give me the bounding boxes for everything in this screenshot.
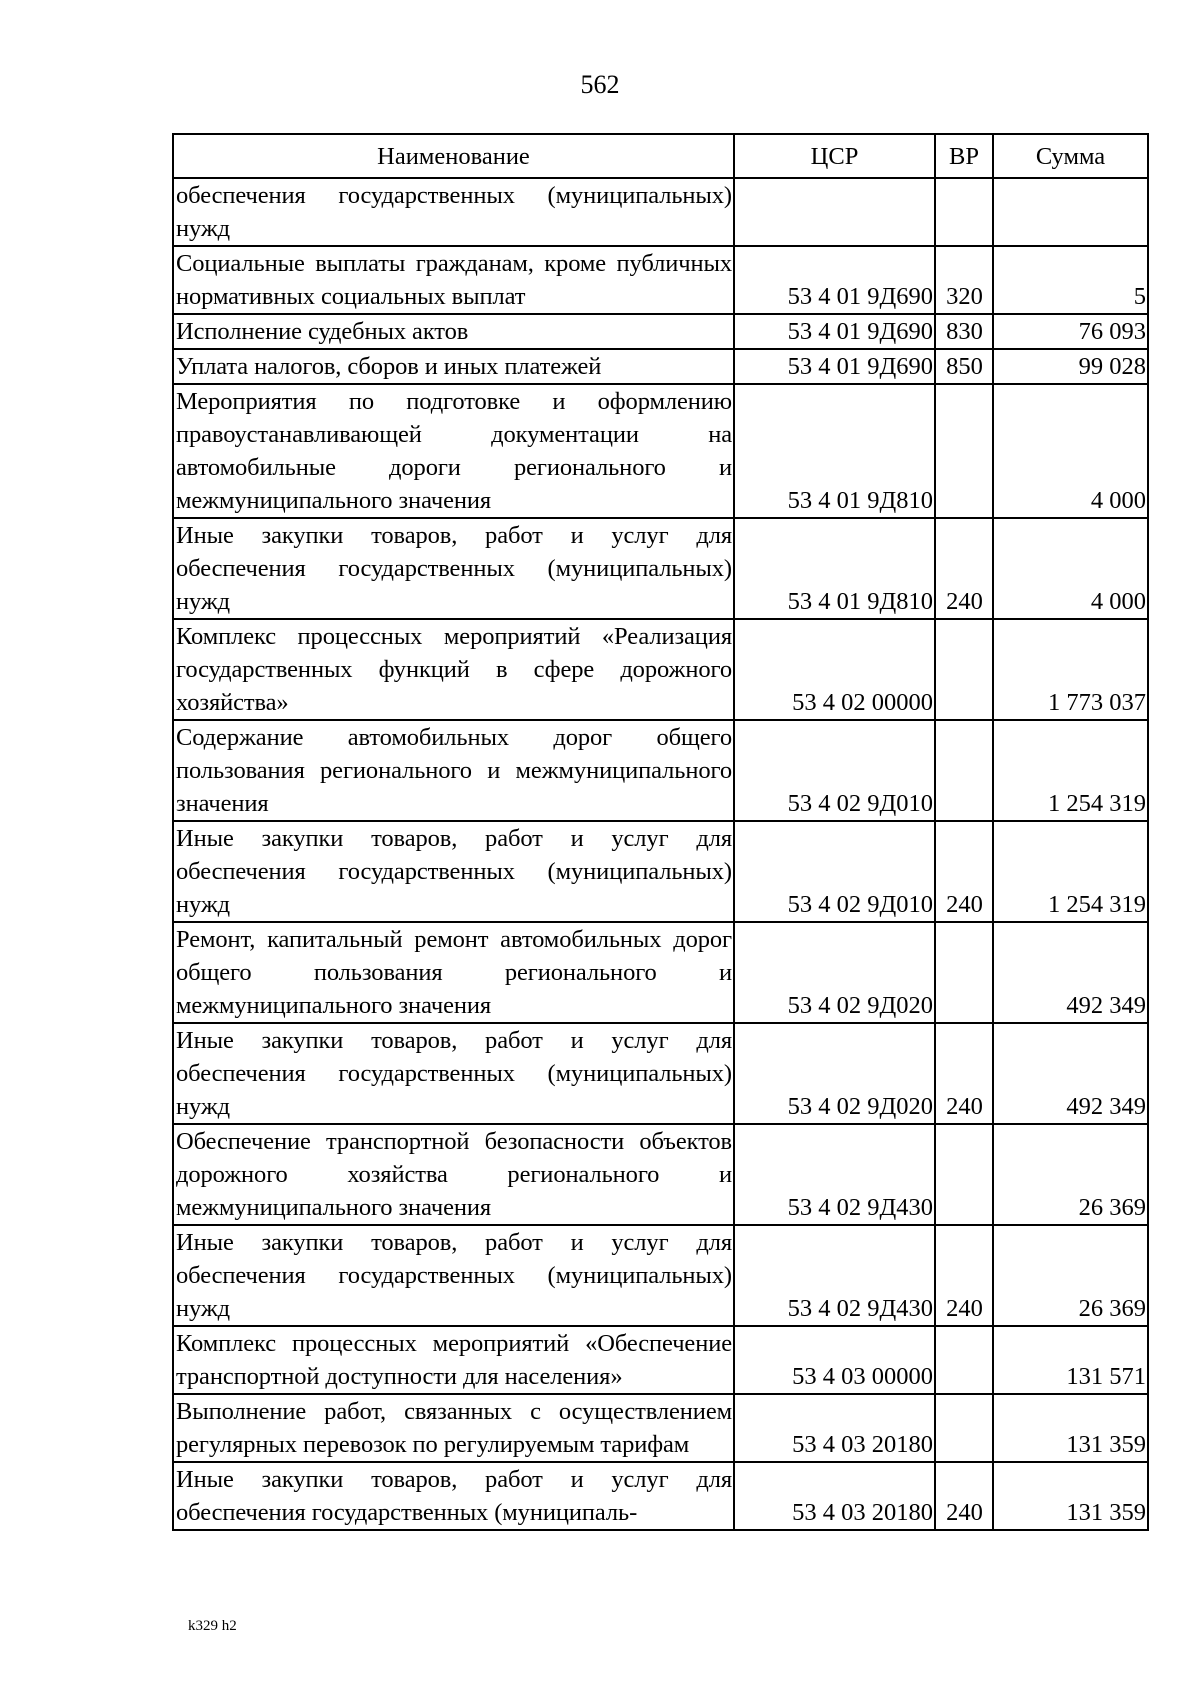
sum-cell [993,178,1148,246]
sum-cell: 131 359 [993,1462,1148,1530]
csr-cell [734,178,935,246]
csr-cell: 53 4 02 9Д020 [734,1023,935,1124]
vr-cell: 240 [935,1225,993,1326]
name-cell: Иные закупки товаров, работ и услуг для обеспечения государственных (муниципальных) нужд [173,1023,734,1124]
name-cell: Социальные выплаты гражданам, кроме публичных нормативных социальных выплат [173,246,734,314]
csr-cell: 53 4 02 9Д430 [734,1225,935,1326]
header-sum: Сумма [993,134,1148,178]
vr-cell: 830 [935,314,993,349]
name-cell: Выполнение работ, связанных с осуществлением регулярных перевозок по регулируемым тарифам [173,1394,734,1462]
sum-cell: 1 773 037 [993,619,1148,720]
sum-cell: 4 000 [993,518,1148,619]
table-row [173,349,1148,384]
sum-cell: 131 359 [993,1394,1148,1462]
name-cell: Комплекс процессных мероприятий «Реализация государственных функций в сфере дорожного хозяйства» [173,619,734,720]
table-row [173,518,1148,619]
vr-cell: 240 [935,518,993,619]
header-vr: ВР [935,134,993,178]
name-cell: Содержание автомобильных дорог общего пользования регионального и межмуниципального значения [173,720,734,821]
sum-cell: 4 000 [993,384,1148,518]
csr-cell: 53 4 02 9Д010 [734,821,935,922]
vr-cell [935,619,993,720]
csr-cell: 53 4 03 00000 [734,1326,935,1394]
vr-cell [935,1394,993,1462]
table-header-row [173,134,1148,178]
vr-cell: 240 [935,821,993,922]
sum-cell: 26 369 [993,1225,1148,1326]
csr-cell: 53 4 03 20180 [734,1462,935,1530]
vr-cell: 240 [935,1462,993,1530]
sum-cell: 76 093 [993,314,1148,349]
table-row [173,178,1148,246]
table-row [173,1225,1148,1326]
vr-cell: 240 [935,1023,993,1124]
sum-cell: 99 028 [993,349,1148,384]
sum-cell: 26 369 [993,1124,1148,1225]
header-csr: ЦСР [734,134,935,178]
sum-cell: 1 254 319 [993,720,1148,821]
name-cell: Мероприятия по подготовке и оформлению правоустанавливающей документации на автомобильные дороги регионального и межмуниципального значения [173,384,734,518]
table-row [173,619,1148,720]
name-cell: Комплекс процессных мероприятий «Обеспечение транспортной доступности для населения» [173,1326,734,1394]
table-row [173,922,1148,1023]
sum-cell: 492 349 [993,1023,1148,1124]
name-cell: Иные закупки товаров, работ и услуг для обеспечения государственных (муниципальных) нужд [173,1225,734,1326]
name-cell: обеспечения государственных (муниципальных) нужд [173,178,734,246]
name-cell: Ремонт, капитальный ремонт автомобильных дорог общего пользования регионального и межмуниципального значения [173,922,734,1023]
name-cell: Исполнение судебных актов [173,314,734,349]
vr-cell [935,922,993,1023]
vr-cell [935,178,993,246]
page-number: 562 [580,70,620,99]
sum-cell: 1 254 319 [993,821,1148,922]
csr-cell: 53 4 03 20180 [734,1394,935,1462]
sum-cell: 492 349 [993,922,1148,1023]
header-name: Наименование [173,134,734,178]
name-cell: Обеспечение транспортной безопасности объектов дорожного хозяйства регионального и межмуниципального значения [173,1124,734,1225]
csr-cell: 53 4 01 9Д810 [734,518,935,619]
name-cell: Иные закупки товаров, работ и услуг для обеспечения государственных (муниципальных) нужд [173,518,734,619]
csr-cell: 53 4 02 9Д010 [734,720,935,821]
vr-cell: 850 [935,349,993,384]
vr-cell [935,1326,993,1394]
csr-cell: 53 4 01 9Д690 [734,314,935,349]
table-row [173,821,1148,922]
csr-cell: 53 4 02 9Д020 [734,922,935,1023]
table-row [173,1124,1148,1225]
vr-cell [935,720,993,821]
vr-cell [935,384,993,518]
budget-table [172,133,1149,1531]
table-row [173,1462,1148,1530]
csr-cell: 53 4 01 9Д690 [734,349,935,384]
footer-code: k329 h2 [188,1618,237,1634]
vr-cell [935,1124,993,1225]
csr-cell: 53 4 01 9Д810 [734,384,935,518]
csr-cell: 53 4 02 9Д430 [734,1124,935,1225]
table-row [173,1326,1148,1394]
name-cell: Иные закупки товаров, работ и услуг для обеспечения государственных (муниципальных) нужд [173,821,734,922]
table-row [173,246,1148,314]
sum-cell: 5 [993,246,1148,314]
name-cell: Иные закупки товаров, работ и услуг для обеспечения государственных (муниципаль- [173,1462,734,1530]
csr-cell: 53 4 02 00000 [734,619,935,720]
table-row [173,314,1148,349]
table-row [173,1023,1148,1124]
name-cell: Уплата налогов, сборов и иных платежей [173,349,734,384]
table-row [173,384,1148,518]
sum-cell: 131 571 [993,1326,1148,1394]
table-row [173,720,1148,821]
csr-cell: 53 4 01 9Д690 [734,246,935,314]
table-row [173,1394,1148,1462]
vr-cell: 320 [935,246,993,314]
